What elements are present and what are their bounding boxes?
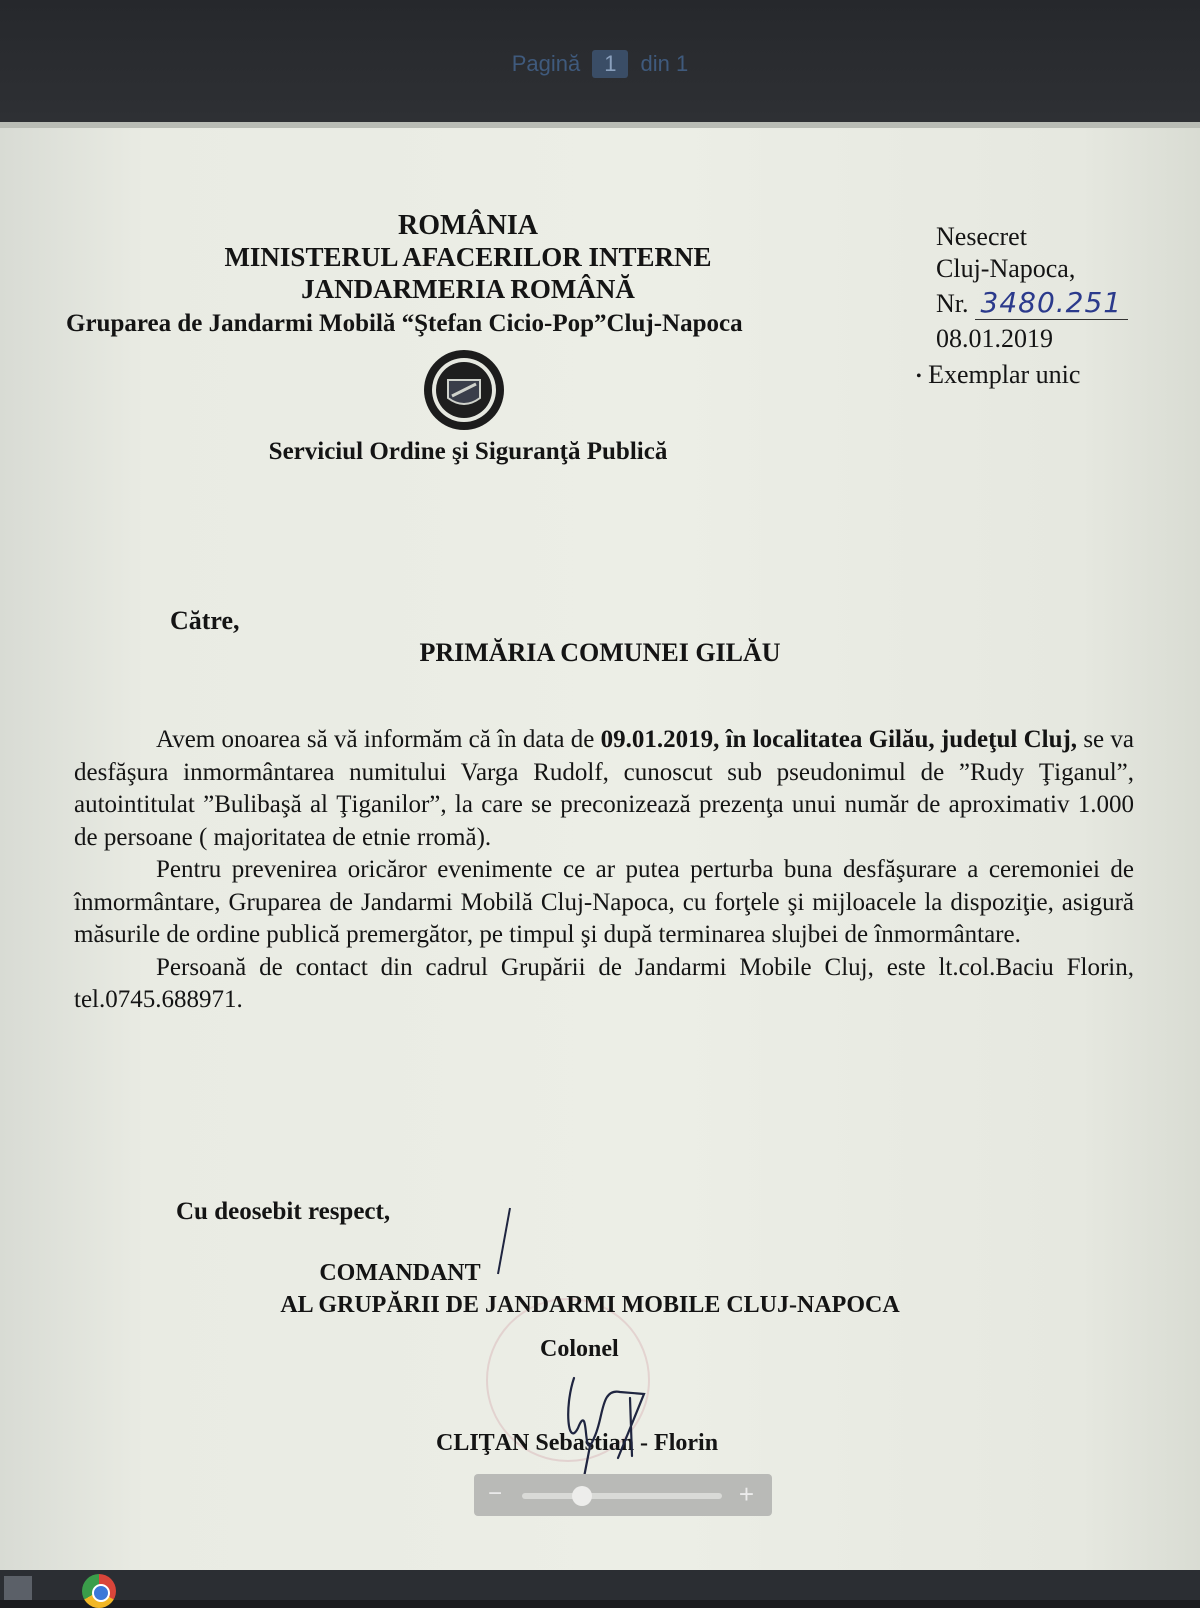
- zoom-slider-handle[interactable]: [572, 1486, 592, 1506]
- document-page: [0, 122, 1200, 1570]
- paragraph-1: [74, 724, 1134, 854]
- zoom-slider-track[interactable]: [522, 1493, 722, 1499]
- signatory-unit: AL GRUPĂRII DE JANDARMI MOBILE CLUJ-NAPOCA: [280, 1292, 900, 1318]
- zoom-out-button[interactable]: −: [488, 1480, 503, 1507]
- paragraph-2: Pentru prevenirea oricăror evenimente ce ar putea perturba buna desfăşurare a ceremoniei de înmormântare, Gruparea de Jandarmi Mobilă Cluj-Napoca, cu forţele şi mijloacele la dispoziţie, asigură măsurile de ordine publică premergător, pe timpul şi după terminarea slujbei de înmormântare.: [74, 856, 1134, 948]
- letterhead-ministry: MINISTERUL AFACERILOR INTERNE: [224, 242, 712, 272]
- registration-number: [936, 286, 1128, 319]
- page-of-label: din: [640, 51, 670, 76]
- issue-date: 08.01.2019: [936, 324, 1053, 353]
- gendarmerie-emblem-icon: [422, 348, 506, 432]
- nr-handwritten-value: 3480.251: [975, 286, 1129, 320]
- issue-city: Cluj-Napoca,: [936, 254, 1076, 283]
- zoom-control[interactable]: [474, 1474, 772, 1516]
- signatory-rank: Colonel: [540, 1336, 619, 1362]
- viewer-toolbar: [0, 0, 1200, 122]
- p1-intro: Avem onoarea să vă informăm că în data de: [156, 726, 601, 753]
- zoom-in-button[interactable]: +: [738, 1479, 754, 1509]
- nr-label: Nr.: [936, 289, 969, 318]
- copy-bullet: •: [916, 368, 922, 386]
- to-label: Către,: [170, 606, 240, 635]
- start-icon[interactable]: [4, 1576, 32, 1600]
- p1-rest: se va desfăşura inmormântarea numitului Varga Rudolf, cunoscut sub pseudonimul de ”Rudy Ţiganul”, autointitulat ”Bulibaşă al Ţiganilor”, la care se preconizează prezenţa unui număr de aproximativ 1.000 de persoane ( majoritatea de etnie rromă).: [74, 726, 1135, 851]
- letter-body: [74, 724, 1134, 1017]
- page-label: Pagină: [511, 51, 581, 76]
- signatory-title: COMANDANT: [319, 1260, 481, 1286]
- page-indicator: [0, 50, 1200, 78]
- page-number-input[interactable]: 1: [592, 50, 628, 78]
- p1-date-location: 09.01.2019, în localitatea Gilău, judeţul Cluj,: [600, 726, 1078, 753]
- copy-note: [916, 360, 1080, 390]
- signatory-name: CLIŢAN Sebastian - Florin: [436, 1430, 719, 1456]
- page-total: 1: [676, 51, 689, 76]
- classification: Nesecret: [936, 222, 1027, 251]
- taskbar: [0, 1570, 1200, 1600]
- letterhead-unit: Gruparea de Jandarmi Mobilă “Ştefan Cicio-Pop”Cluj-Napoca: [66, 310, 743, 337]
- signature-stroke: [494, 1206, 514, 1276]
- closing-formula: Cu deosebit respect,: [176, 1198, 391, 1225]
- letterhead-service: Serviciul Ordine şi Siguranţă Publică: [268, 438, 668, 465]
- paragraph-3: Persoană de contact din cadrul Grupării de Jandarmi Mobile Cluj, este lt.col.Baciu Florin, tel.0745.688971.: [74, 953, 1134, 1013]
- letterhead-country: ROMÂNIA: [398, 210, 538, 241]
- chrome-icon[interactable]: [82, 1574, 116, 1608]
- letterhead-institution: JANDARMERIA ROMÂNĂ: [301, 274, 635, 304]
- copy-label: Exemplar unic: [928, 360, 1081, 389]
- recipient-name: PRIMĂRIA COMUNEI GILĂU: [419, 638, 781, 667]
